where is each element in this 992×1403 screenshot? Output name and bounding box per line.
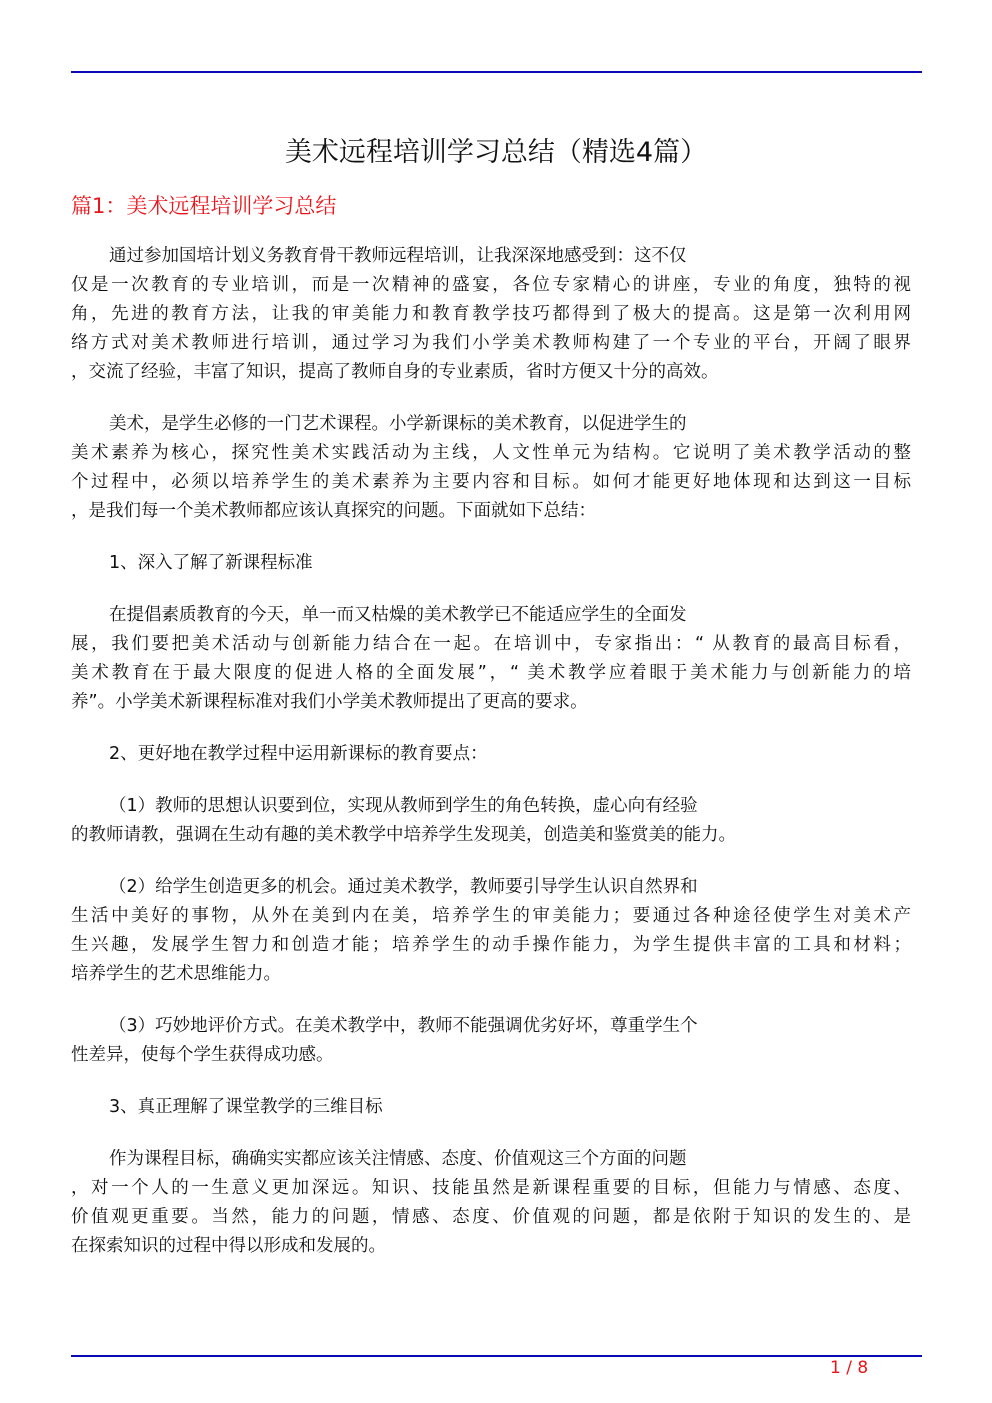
text-line: 在探索知识的过程中得以形成和发展的。: [71, 1236, 386, 1256]
text-line: 3、真正理解了课堂教学的三维目标: [109, 1097, 383, 1117]
text-line: 在提倡素质教育的今天，单一而又枯燥的美术教学已不能适应学生的全面发: [109, 605, 687, 625]
text-line: 作为课程目标，确确实实都应该关注情感、态度、价值观这三个方面的问题: [109, 1149, 687, 1169]
text-line: 性差异，使每个学生获得成功感。: [71, 1045, 334, 1065]
paragraph: [71, 1093, 911, 1122]
text-line: 美术素养为核心，探究性美术实践活动为主线，人文性单元为结构。它说明了美术教学活动的整: [71, 443, 911, 463]
paragraph: [71, 1012, 911, 1070]
text-line: （2）给学生创造更多的机会。通过美术教学，教师要引导学生认识自然界和: [109, 877, 698, 897]
document-title: 美术远程培训学习总结（精选4篇）: [284, 137, 708, 168]
text-line: ，对一个人的一生意义更加深远。知识、技能虽然是新课程重要的目标，但能力与情感、态度、: [71, 1178, 911, 1198]
text-line: 2、更好地在教学过程中运用新课标的教育要点：: [109, 744, 488, 764]
text-line: ，是我们每一个美术教师都应该认真探究的问题。下面就如下总结：: [71, 501, 596, 521]
text-line: 生兴趣，发展学生智力和创造才能；培养学生的动手操作能力，为学生提供丰富的工具和材料；: [71, 935, 911, 955]
paragraph: [71, 1145, 911, 1261]
text-line: 展，我们要把美术活动与创新能力结合在一起。在培训中，专家指出：“ 从教育的最高目标看，: [71, 634, 911, 654]
page-number: 1 / 8: [830, 1358, 869, 1378]
text-line: 价值观更重要。当然，能力的问题，情感、态度、价值观的问题，都是依附于知识的发生的、是: [71, 1207, 911, 1227]
paragraph: [71, 242, 911, 387]
paragraph: [71, 410, 911, 526]
text-line: 生活中美好的事物，从外在美到内在美，培养学生的审美能力；要通过各种途径使学生对美术产: [71, 906, 911, 926]
text-line: 美术教育在于最大限度的促进人格的全面发展”，“ 美术教学应着眼于美术能力与创新能力的培: [71, 663, 911, 683]
text-line: 1、深入了解了新课程标准: [109, 553, 313, 573]
text-line: 养”。小学美术新课程标准对我们小学美术教师提出了更高的要求。: [71, 692, 588, 712]
text-line: （1）教师的思想认识要到位，实现从教师到学生的角色转换，虚心向有经验: [109, 796, 698, 816]
text-line: 角，先进的教育方法，让我的审美能力和教育教学技巧都得到了极大的提高。这是第一次利用网: [71, 304, 911, 324]
paragraph: [71, 549, 911, 578]
paragraph: [71, 792, 911, 850]
text-line: 个过程中，必须以培养学生的美术素养为主要内容和目标。如何才能更好地体现和达到这一目标: [71, 472, 911, 492]
text-line: ，交流了经验，丰富了知识，提高了教师自身的专业素质，省时方便又十分的高效。: [71, 362, 719, 382]
paragraph: [71, 601, 911, 717]
text-line: 培养学生的艺术思维能力。: [71, 964, 281, 984]
header-divider: [71, 71, 922, 73]
paragraph: [71, 873, 911, 989]
text-line: 络方式对美术教师进行培训，通过学习为我们小学美术教师构建了一个专业的平台，开阔了眼界: [71, 333, 911, 353]
text-line: 通过参加国培计划义务教育骨干教师远程培训，让我深深地感受到：这不仅: [109, 246, 687, 266]
footer-divider: [71, 1355, 922, 1357]
text-line: （3）巧妙地评价方式。在美术教学中，教师不能强调优劣好坏，尊重学生个: [109, 1016, 698, 1036]
text-line: 美术，是学生必修的一门艺术课程。小学新课标的美术教育，以促进学生的: [109, 414, 687, 434]
text-line: 的教师请教，强调在生动有趣的美术教学中培养学生发现美，创造美和鉴赏美的能力。: [71, 825, 736, 845]
document-body: [71, 242, 911, 1284]
text-line: 仅是一次教育的专业培训，而是一次精神的盛宴，各位专家精心的讲座，专业的角度，独特的视: [71, 275, 911, 295]
section-heading: 篇1：美术远程培训学习总结: [71, 194, 337, 218]
paragraph: [71, 740, 911, 769]
